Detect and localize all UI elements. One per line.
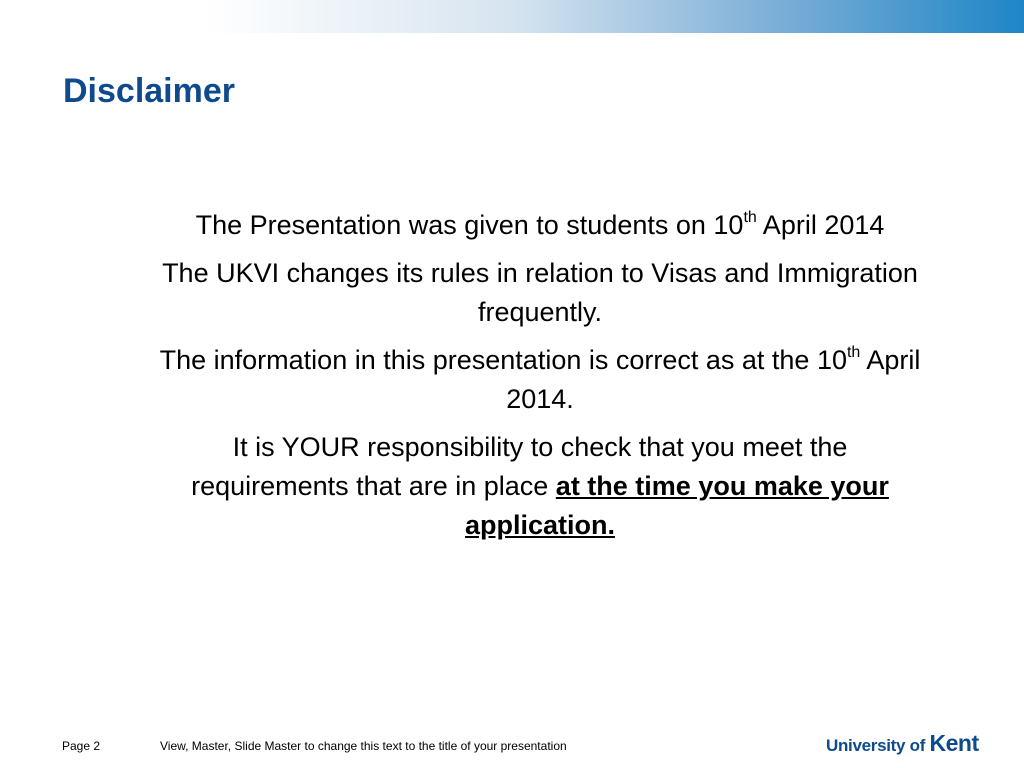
slide-title: Disclaimer	[63, 72, 235, 110]
logo-prefix: University of	[826, 736, 930, 755]
paragraph-text: The information in this presentation is correct as at the 10	[159, 345, 847, 375]
paragraph-presentation-date	[155, 206, 925, 245]
paragraph-ukvi-changes: The UKVI changes its rules in relation to Visas and Immigration frequently.	[162, 258, 918, 327]
footer-text: View, Master, Slide Master to change this text to the title of your presentation	[160, 739, 567, 753]
paragraph-responsibility	[155, 428, 925, 545]
slide-body	[155, 206, 925, 554]
superscript: th	[846, 344, 861, 361]
paragraph-text: April 2014	[756, 210, 885, 240]
superscript: th	[743, 209, 757, 226]
paragraph-text: It is YOUR responsibility to check that you meet the requirements that are in place	[191, 432, 848, 501]
paragraph-information-correct	[155, 341, 925, 419]
slide-footer	[0, 730, 1024, 760]
page-number: Page 2	[62, 739, 101, 753]
header-gradient-band	[0, 0, 1024, 33]
paragraph-text: April 2014.	[506, 345, 921, 414]
university-logo	[826, 730, 979, 757]
emphasis-text: at the time you make your application.	[464, 471, 889, 540]
logo-name: Kent	[929, 730, 979, 756]
paragraph-text: The Presentation was given to students on 10	[195, 210, 744, 240]
